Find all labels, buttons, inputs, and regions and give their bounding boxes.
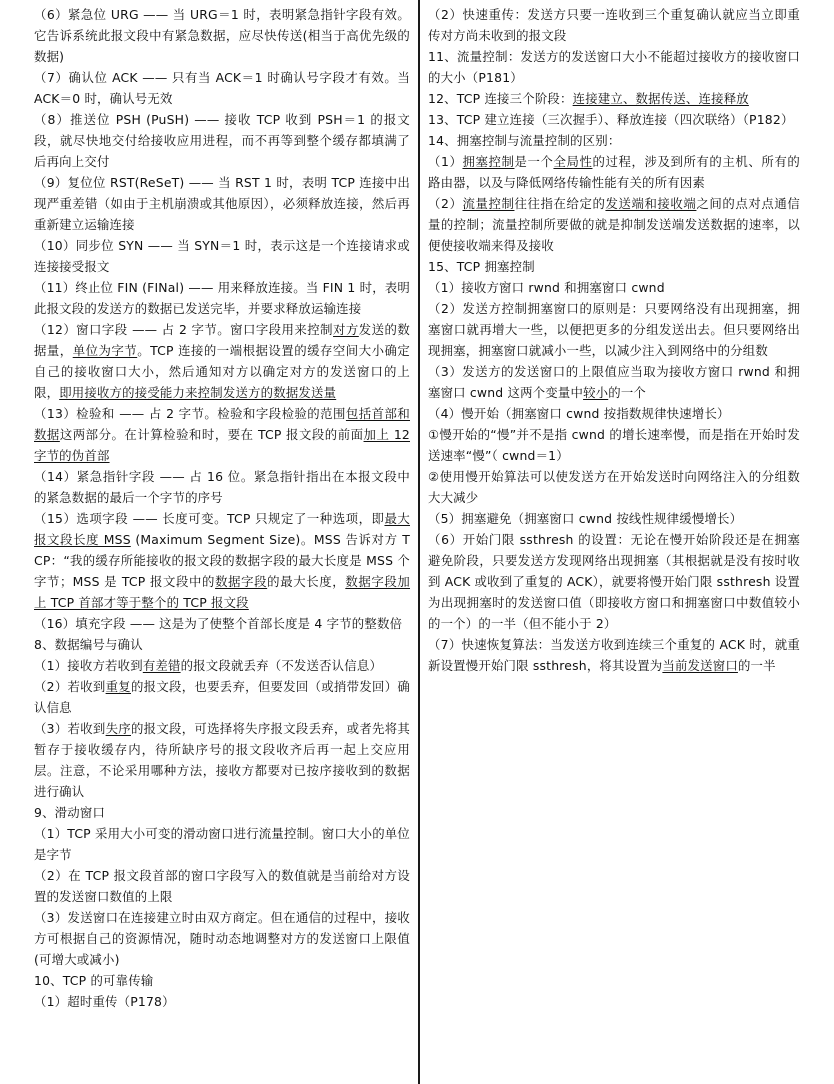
text-segment: （1）接收方若收到 bbox=[34, 658, 143, 673]
text-segment: （3）发送窗口在连接建立时由双方商定。但在通信的过程中，接收方可根据自己的资源情况，随时动态地调整对方的发送窗口上限值(可增大或减小) bbox=[34, 910, 410, 967]
underlined-text: 加上 12 字节的伪首部 bbox=[34, 427, 410, 463]
text-segment: 的报文段，可选择将失序报文段丢弃，或者先将其暂存于接收缓存内，待所缺序号的报文段收齐后再一起上交应用层。注意，不论采用哪种方法，接收方都要对已按序接收到的数据进行确认 bbox=[34, 721, 410, 799]
text-segment: 发送的数据量， bbox=[34, 322, 410, 358]
right-paragraph bbox=[428, 46, 800, 88]
right-paragraph bbox=[428, 151, 800, 193]
right-paragraph bbox=[428, 529, 800, 634]
text-segment: （1） bbox=[428, 154, 463, 169]
left-paragraph bbox=[34, 403, 410, 466]
text-segment: （2）发送方控制拥塞窗口的原则是：只要网络没有出现拥塞，拥塞窗口就再增大一些，以便把更多的分组发送出去。但只要网络出现拥塞，拥塞窗口就减小一些，以减少注入到网络中的分组数 bbox=[428, 301, 800, 358]
left-paragraph bbox=[34, 802, 410, 823]
right-paragraph bbox=[428, 508, 800, 529]
text-segment: （1）超时重传（P178） bbox=[34, 994, 175, 1009]
right-paragraph bbox=[428, 634, 800, 676]
text-segment: 10、TCP 的可靠传输 bbox=[34, 973, 154, 988]
text-segment: （2）快速重传：发送方只要一连收到三个重复确认就应当立即重传对方尚未收到的报文段 bbox=[428, 7, 800, 43]
right-paragraph bbox=[428, 298, 800, 361]
left-column bbox=[34, 4, 410, 1012]
underlined-text: 当前发送窗口 bbox=[662, 658, 738, 673]
text-segment: （2）在 TCP 报文段首部的窗口字段写入的数值就是当前给对方设置的发送窗口数值的上限 bbox=[34, 868, 410, 904]
text-segment: （16）填充字段 —— 这是为了使整个首部长度是 4 字节的整数倍 bbox=[34, 616, 403, 631]
text-segment: 的最大长度， bbox=[267, 574, 346, 589]
text-segment: 的一个 bbox=[608, 385, 647, 400]
right-paragraph bbox=[428, 466, 800, 508]
underlined-text: 单位为字节 bbox=[72, 343, 138, 358]
right-column bbox=[428, 4, 800, 676]
text-segment: 之间的点对点通信量的控制；流量控制所要做的就是抑制发送端发送数据的速率，以便使接收端来得及接收 bbox=[428, 196, 800, 253]
right-paragraph bbox=[428, 277, 800, 298]
underlined-text: 数据字段加上 TCP 首部才等于整个的 TCP 报文段 bbox=[34, 574, 410, 610]
underlined-text: 较小 bbox=[583, 385, 609, 400]
underlined-text: 即用接收方的接受能力来控制发送方的数据发送量 bbox=[59, 385, 337, 400]
underlined-text: 对方 bbox=[333, 322, 359, 337]
underlined-text: 连接建立、数据传送、连接释放 bbox=[572, 91, 749, 106]
left-paragraph bbox=[34, 508, 410, 613]
right-paragraph bbox=[428, 193, 800, 256]
text-segment: （6）开始门限 ssthresh 的设置：无论在慢开始阶段还是在拥塞避免阶段，只要发送方发现网络出现拥塞（其根据就是没有按时收到 ACK 或收到了重复的 ACK），就要将慢开始门限 ssthresh 设置为出现拥塞时的发送窗口值（即接收方窗口和拥塞窗口中数值较小的一个）的一半（但不能小于 2） bbox=[428, 532, 800, 631]
text-segment: 8、数据编号与确认 bbox=[34, 637, 143, 652]
text-segment: （15）选项字段 —— 长度可变。TCP 只规定了一种选项，即 bbox=[34, 511, 385, 526]
text-segment: 11、流量控制：发送方的发送窗口大小不能超过接收方的接收窗口的大小（P181） bbox=[428, 49, 800, 85]
underlined-text: 包括首部和数据 bbox=[34, 406, 410, 442]
right-paragraph bbox=[428, 256, 800, 277]
left-paragraph bbox=[34, 676, 410, 718]
right-paragraph bbox=[428, 109, 800, 130]
text-segment: 14、拥塞控制与流量控制的区别： bbox=[428, 133, 621, 148]
underlined-text: 流量控制 bbox=[462, 196, 515, 211]
text-segment: （14）紧急指针字段 —— 占 16 位。紧急指针指出在本报文段中的紧急数据的最后一个字节的序号 bbox=[34, 469, 410, 505]
text-segment: 的报文段，也要丢弃，但要发回（或捎带发回）确认信息 bbox=[34, 679, 410, 715]
text-segment: 15、TCP 拥塞控制 bbox=[428, 259, 535, 274]
text-segment: 是一个 bbox=[514, 154, 554, 169]
left-paragraph bbox=[34, 655, 410, 676]
right-paragraph bbox=[428, 88, 800, 109]
text-segment: 的报文段就丢弃（不发送否认信息） bbox=[180, 658, 383, 673]
text-segment: （7）快速恢复算法：当发送方收到连续三个重复的 ACK 时，就重新设置慢开始门限 ssthresh，将其设置为 bbox=[428, 637, 800, 673]
underlined-text: 全局性 bbox=[553, 154, 593, 169]
text-segment: 的过程，涉及到所有的主机、所有的路由器，以及与降低网络传输性能有关的所有因素 bbox=[428, 154, 800, 190]
right-paragraph bbox=[428, 361, 800, 403]
underlined-text: 拥塞控制 bbox=[462, 154, 515, 169]
left-paragraph bbox=[34, 466, 410, 508]
text-segment: 这两部分。在计算检验和时，要在 TCP 报文段的前面 bbox=[59, 427, 364, 442]
left-paragraph bbox=[34, 277, 410, 319]
column-divider bbox=[418, 0, 420, 1084]
text-segment: （9）复位位 RST(ReSeT) —— 当 RST 1 时，表明 TCP 连接中出现严重差错（如由于主机崩溃或其他原因），必须释放连接，然后再重新建立运输连接 bbox=[34, 175, 410, 232]
left-paragraph bbox=[34, 718, 410, 802]
text-segment: （7）确认位 ACK —— 只有当 ACK＝1 时确认号字段才有效。当 ACK＝0 时，确认号无效 bbox=[34, 70, 410, 106]
left-paragraph bbox=[34, 172, 410, 235]
text-segment: （3）发送方的发送窗口的上限值应当取为接收方窗口 rwnd 和拥塞窗口 cwnd 这两个变量中 bbox=[428, 364, 800, 400]
left-paragraph bbox=[34, 613, 410, 634]
text-segment: （10）同步位 SYN —— 当 SYN＝1 时，表示这是一个连接请求或连接接受报文 bbox=[34, 238, 410, 274]
text-segment: （8）推送位 PSH (PuSH) —— 接收 TCP 收到 PSH＝1 的报文段，就尽快地交付给接收应用进程，而不再等到整个缓存都填满了后再向上交付 bbox=[34, 112, 410, 169]
left-paragraph bbox=[34, 67, 410, 109]
text-segment: （11）终止位 FIN (FINal) —— 用来释放连接。当 FIN 1 时，表明此报文段的发送方的数据已发送完毕，并要求释放运输连接 bbox=[34, 280, 410, 316]
text-segment: （12）窗口字段 —— 占 2 字节。窗口字段用来控制 bbox=[34, 322, 334, 337]
left-paragraph bbox=[34, 109, 410, 172]
text-segment: （2） bbox=[428, 196, 463, 211]
text-segment: （6）紧急位 URG —— 当 URG＝1 时，表明紧急指针字段有效。它告诉系统此报文段中有紧急数据，应尽快传送(相当于高优先级的数据) bbox=[34, 7, 410, 64]
left-paragraph bbox=[34, 235, 410, 277]
text-segment: （13）检验和 —— 占 2 字节。检验和字段检验的范围 bbox=[34, 406, 346, 421]
text-segment: 13、TCP 建立连接（三次握手）、释放连接（四次联络）（P182） bbox=[428, 112, 794, 127]
left-paragraph bbox=[34, 4, 410, 67]
text-segment: （3）若收到 bbox=[34, 721, 106, 736]
left-paragraph bbox=[34, 991, 410, 1012]
underlined-text: 发送端和接收端 bbox=[605, 196, 697, 211]
underlined-text: 重复 bbox=[105, 679, 131, 694]
underlined-text: 数据字段 bbox=[215, 574, 268, 589]
left-paragraph bbox=[34, 865, 410, 907]
text-segment: （1）TCP 采用大小可变的滑动窗口进行流量控制。窗口大小的单位是字节 bbox=[34, 826, 410, 862]
text-segment: (Maximum Segment Size)。MSS 告诉对方 TCP：“我的缓存所能接收的报文段的数据字段的最大长度是 MSS 个字节；MSS 是 TCP 报文段中的 bbox=[34, 532, 410, 589]
underlined-text: 失序 bbox=[105, 721, 131, 736]
right-paragraph bbox=[428, 130, 800, 151]
text-segment: 9、滑动窗口 bbox=[34, 805, 106, 820]
right-paragraph bbox=[428, 403, 800, 424]
text-segment: ②使用慢开始算法可以使发送方在开始发送时向网络注入的分组数大大减少 bbox=[428, 469, 800, 505]
left-paragraph bbox=[34, 907, 410, 970]
text-segment: （4）慢开始（拥塞窗口 cwnd 按指数规律快速增长） bbox=[428, 406, 730, 421]
left-paragraph bbox=[34, 634, 410, 655]
underlined-text: 最大报文段长度 MSS bbox=[34, 511, 410, 547]
right-paragraph bbox=[428, 424, 800, 466]
left-paragraph bbox=[34, 823, 410, 865]
right-paragraph bbox=[428, 4, 800, 46]
text-segment: （5）拥塞避免（拥塞窗口 cwnd 按线性规律缓慢增长） bbox=[428, 511, 743, 526]
text-segment: 。TCP 连接的一端根据设置的缓存空间大小确定自己的接收窗口大小，然后通知对方以确定对方的发送窗口的上限， bbox=[34, 343, 410, 400]
text-segment: 往往指在给定的 bbox=[514, 196, 606, 211]
left-paragraph bbox=[34, 970, 410, 991]
text-segment: ①慢开始的“慢”并不是指 cwnd 的增长速率慢，而是指在开始时发送速率“慢”（ cwnd＝1） bbox=[428, 427, 800, 463]
underlined-text: 有差错 bbox=[142, 658, 181, 673]
left-paragraph bbox=[34, 319, 410, 403]
text-segment: （1）接收方窗口 rwnd 和拥塞窗口 cwnd bbox=[428, 280, 665, 295]
text-segment: （2）若收到 bbox=[34, 679, 106, 694]
text-segment: 的一半 bbox=[737, 658, 776, 673]
text-segment: 12、TCP 连接三个阶段： bbox=[428, 91, 573, 106]
